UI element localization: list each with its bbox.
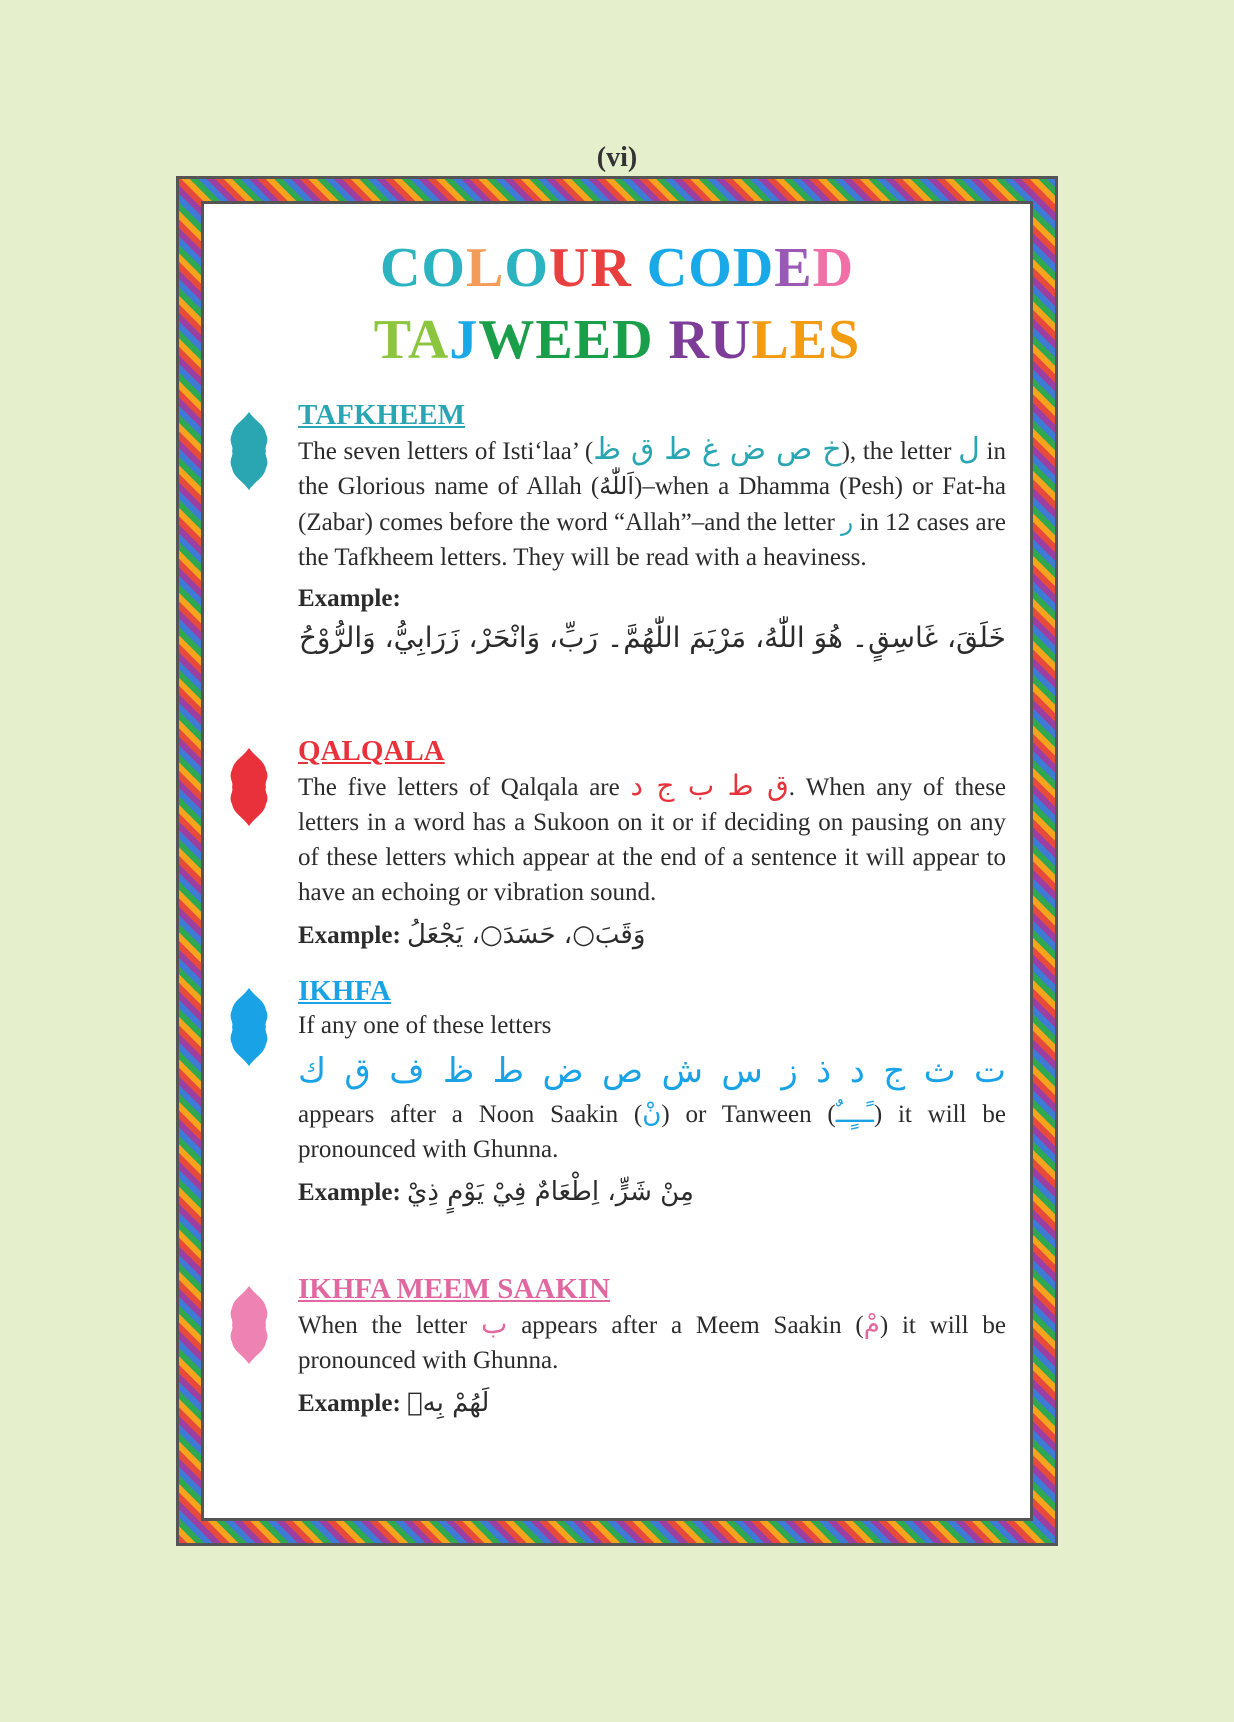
ikhfa-meem-saakin: مْ	[863, 1310, 880, 1340]
ikhfa-example-label: Example:	[298, 1179, 401, 1206]
qalqala-example: وَقَبَ○، حَسَدَ○، يَجْعَلُ	[407, 920, 646, 950]
qalqala-content	[298, 734, 1006, 950]
qalqala-text-2: . When any of these letters in a word has a Sukoon on it or if deciding on pausing on any of these letters which appear at the end of a sentence it will appear to have an echoing or vibration sound.	[298, 774, 1007, 906]
tafkheem-example-label: Example:	[298, 585, 401, 612]
title1-segment: UR	[548, 237, 632, 299]
ikhfa-tanween: ـًــٍــٌ	[835, 1099, 874, 1129]
qalqala-example-line	[298, 920, 1006, 950]
tafkheem-isti-laa-letters: خ ص ض غ ط ق ظ	[593, 432, 842, 467]
qalqala-description	[298, 768, 1006, 910]
tafkheem-example: خَلَقَ، غَاسِقٍ۔ هُوَ اللّٰهُ، مَرْيَمَ اللّٰهُمَّ۔ رَبِّ، وَانْحَرْ، زَرَابِيُّ، وَالرُّوْحُ	[298, 621, 1006, 654]
ikhfa-description	[298, 1097, 1006, 1167]
tafkheem-example-label-line	[298, 585, 1006, 613]
tafkheem-content	[298, 398, 1006, 654]
ikhfa-meem-example: لَهُمْ بِهٖ	[407, 1388, 490, 1418]
tafkheem-allah-word: اَللّٰهُ	[599, 472, 634, 500]
title2-segment: ES	[789, 309, 861, 371]
ikhfa-meem-text-2: appears after a Meem Saakin (	[521, 1312, 864, 1339]
ikhfa-meem-marker-icon	[228, 1286, 270, 1364]
ikhfa-meem-heading: IKHFA MEEM SAAKIN	[298, 1273, 611, 1305]
title-line-2	[204, 304, 1030, 376]
ikhfa-letters: ت ث ج د ذ ز س ش ص ض ط ظ ف ق ك	[298, 1051, 1006, 1091]
title1-segment: E	[774, 237, 813, 299]
qalqala-example-label: Example:	[298, 922, 401, 949]
ikhfa-heading: IKHFA	[298, 975, 391, 1007]
title1-segment: D	[812, 237, 855, 299]
ikhfa-example-line	[298, 1177, 1006, 1207]
qalqala-text-1: The five letters of Qalqala are	[298, 774, 620, 801]
title2-segment: TA	[373, 309, 450, 371]
title-line-1	[204, 232, 1030, 304]
title2-segment	[654, 309, 669, 371]
qalqala-letters: ق ط ب ج د	[630, 769, 789, 802]
ikhfa-text-1: If any one of these letters	[298, 1012, 552, 1039]
title1-segment: L	[465, 237, 505, 299]
title2-segment: L	[751, 309, 790, 371]
qalqala-heading: QALQALA	[298, 735, 445, 767]
tafkheem-text-4: )–when a Dhamma (Pesh) or Fat-ha (Zabar) comes before the word “Allah”–and the letter	[298, 473, 1006, 536]
tafkheem-text-3: in the Glorious name of Allah (	[298, 438, 1006, 500]
title2-segment: J	[449, 309, 479, 371]
ikhfa-meem-text-1: When the letter	[298, 1312, 468, 1339]
ikhfa-meem-example-label: Example:	[298, 1390, 401, 1417]
title2-segment: RU	[668, 309, 752, 371]
ikhfa-text-2: appears after a Noon Saakin (	[298, 1101, 643, 1128]
ikhfa-noon-saakin: نْ	[642, 1099, 662, 1129]
page-title	[204, 232, 1030, 376]
title1-segment: D	[732, 237, 775, 299]
ikhfa-meem-description	[298, 1306, 1006, 1378]
tafkheem-heading: TAFKHEEM	[298, 399, 466, 431]
title1-segment: CO	[379, 237, 466, 299]
page-content	[201, 201, 1033, 1521]
tafkheem-ra-letter: ر	[841, 507, 854, 536]
tafkheem-text-5: in 12 cases are the Tafkheem letters. They will be read with a heaviness.	[298, 509, 1007, 571]
tafkheem-marker-icon	[228, 412, 270, 490]
title1-segment: O	[504, 237, 549, 299]
ikhfa-text-3: ) or Tanween (	[661, 1101, 836, 1128]
page-number: (vi)	[596, 142, 638, 173]
ikhfa-example: مِنْ شَرٍّ، اِطْعَامٌ فِيْ يَوْمٍ ذِيْ	[407, 1177, 694, 1207]
title1-segment	[632, 237, 647, 299]
ikhfa-meem-example-line	[298, 1388, 1006, 1418]
ikhfa-meem-text-3: ) it will be pronounced with Ghunna.	[298, 1312, 1006, 1374]
tafkheem-text-2: ), the letter	[841, 438, 952, 465]
ikhfa-text-4: ) it will be pronounced with Ghunna.	[298, 1101, 1006, 1163]
ikhfa-content	[298, 974, 1006, 1207]
decorative-border-frame	[176, 176, 1058, 1546]
title2-segment: WEED	[478, 309, 654, 371]
ikhfa-meem-content	[298, 1272, 1006, 1418]
title1-segment: CO	[646, 237, 733, 299]
ikhfa-meem-ba-letter: ب	[481, 1307, 508, 1340]
tafkheem-description	[298, 432, 1006, 575]
tafkheem-text-1: The seven letters of Isti‘laa’ (	[298, 438, 594, 465]
qalqala-marker-icon	[228, 748, 270, 826]
tafkheem-lam-letter: ل	[958, 432, 980, 467]
ikhfa-marker-icon	[228, 988, 270, 1066]
